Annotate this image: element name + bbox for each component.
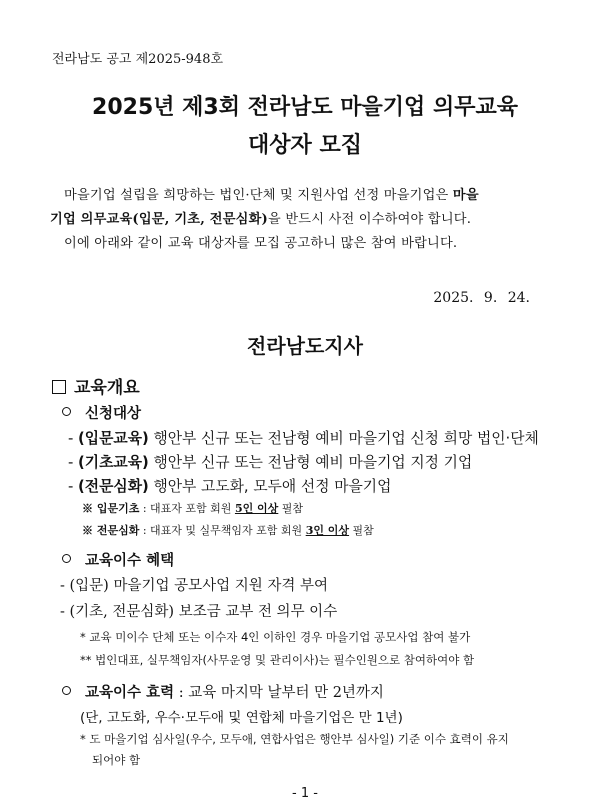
target-item: - (전문심화) 행안부 고도화, 모두애 선정 마을기업 <box>68 478 392 495</box>
intro-paragraph-line3: 이에 아래와 같이 교육 대상자를 모집 공고하니 많은 참여 바랍니다. <box>64 236 458 251</box>
benefit-item: - (입문) 마을기업 공모사업 지원 자격 부여 <box>60 578 328 594</box>
notice-number: 전라남도 공고 제2025-948호 <box>52 52 224 67</box>
benefit-item: - (기초, 전문심화) 보조금 교부 전 의무 이수 <box>60 604 338 620</box>
validity-note: (단, 고도화, 우수·모두애 및 연합체 마을기업은 만 1년) <box>80 710 403 726</box>
target-item: - (입문교육) 행안부 신규 또는 전남형 예비 마을기업 신청 희망 법인·단체 <box>68 430 539 447</box>
validity-footnote-cont: 되어야 함 <box>92 753 141 767</box>
target-item: - (기초교육) 행안부 신규 또는 전남형 예비 마을기업 지정 기업 <box>68 454 473 471</box>
validity-footnote: * 도 마을기업 심사일(우수, 모두애, 연합사업은 행안부 심사일) 기준 이수 효력이 유지 <box>80 732 509 746</box>
circle-bullet-icon <box>62 686 71 695</box>
subheading-benefit: 교육이수 혜택 <box>62 549 174 570</box>
target-note: ※ 전문심화 : 대표자 및 실무책임자 포함 회원 3인 이상 필참 <box>82 524 374 537</box>
benefit-footnote: * 교육 미이수 단체 또는 이수자 4인 이하인 경우 마을기업 공모사업 참여 불가 <box>80 630 471 644</box>
intro-paragraph-line2: 기업 의무교육(입문, 기초, 전문심화)을 반드시 사전 이수하여야 합니다. <box>50 212 472 227</box>
circle-bullet-icon <box>62 554 71 563</box>
intro-paragraph-line1: 마을기업 설립을 희망하는 법인·단체 및 지원사업 선정 마을기업은 마을 <box>64 188 479 203</box>
notice-date: 2025. 9. 24. <box>433 290 530 306</box>
issuer: 전라남도지사 <box>247 334 363 358</box>
subheading-targets: 신청대상 <box>62 402 141 423</box>
section-heading-overview: 교육개요 <box>52 373 140 398</box>
subheading-validity: 교육이수 효력 : 교육 마지막 날부터 만 2년까지 <box>62 681 384 702</box>
benefit-footnote: ** 법인대표, 실무책임자(사무운영 및 관리이사)는 필수인원으로 참여하여야 함 <box>80 653 475 667</box>
square-bullet-icon <box>52 380 66 394</box>
target-note: ※ 입문기초 : 대표자 포함 회원 5인 이상 필참 <box>82 502 304 515</box>
page-number: - 1 - <box>292 786 318 801</box>
page-title-line2: 대상자 모집 <box>248 133 362 158</box>
page-title: 2025년 제3회 전라남도 마을기업 의무교육 <box>92 95 518 120</box>
circle-bullet-icon <box>62 407 71 416</box>
